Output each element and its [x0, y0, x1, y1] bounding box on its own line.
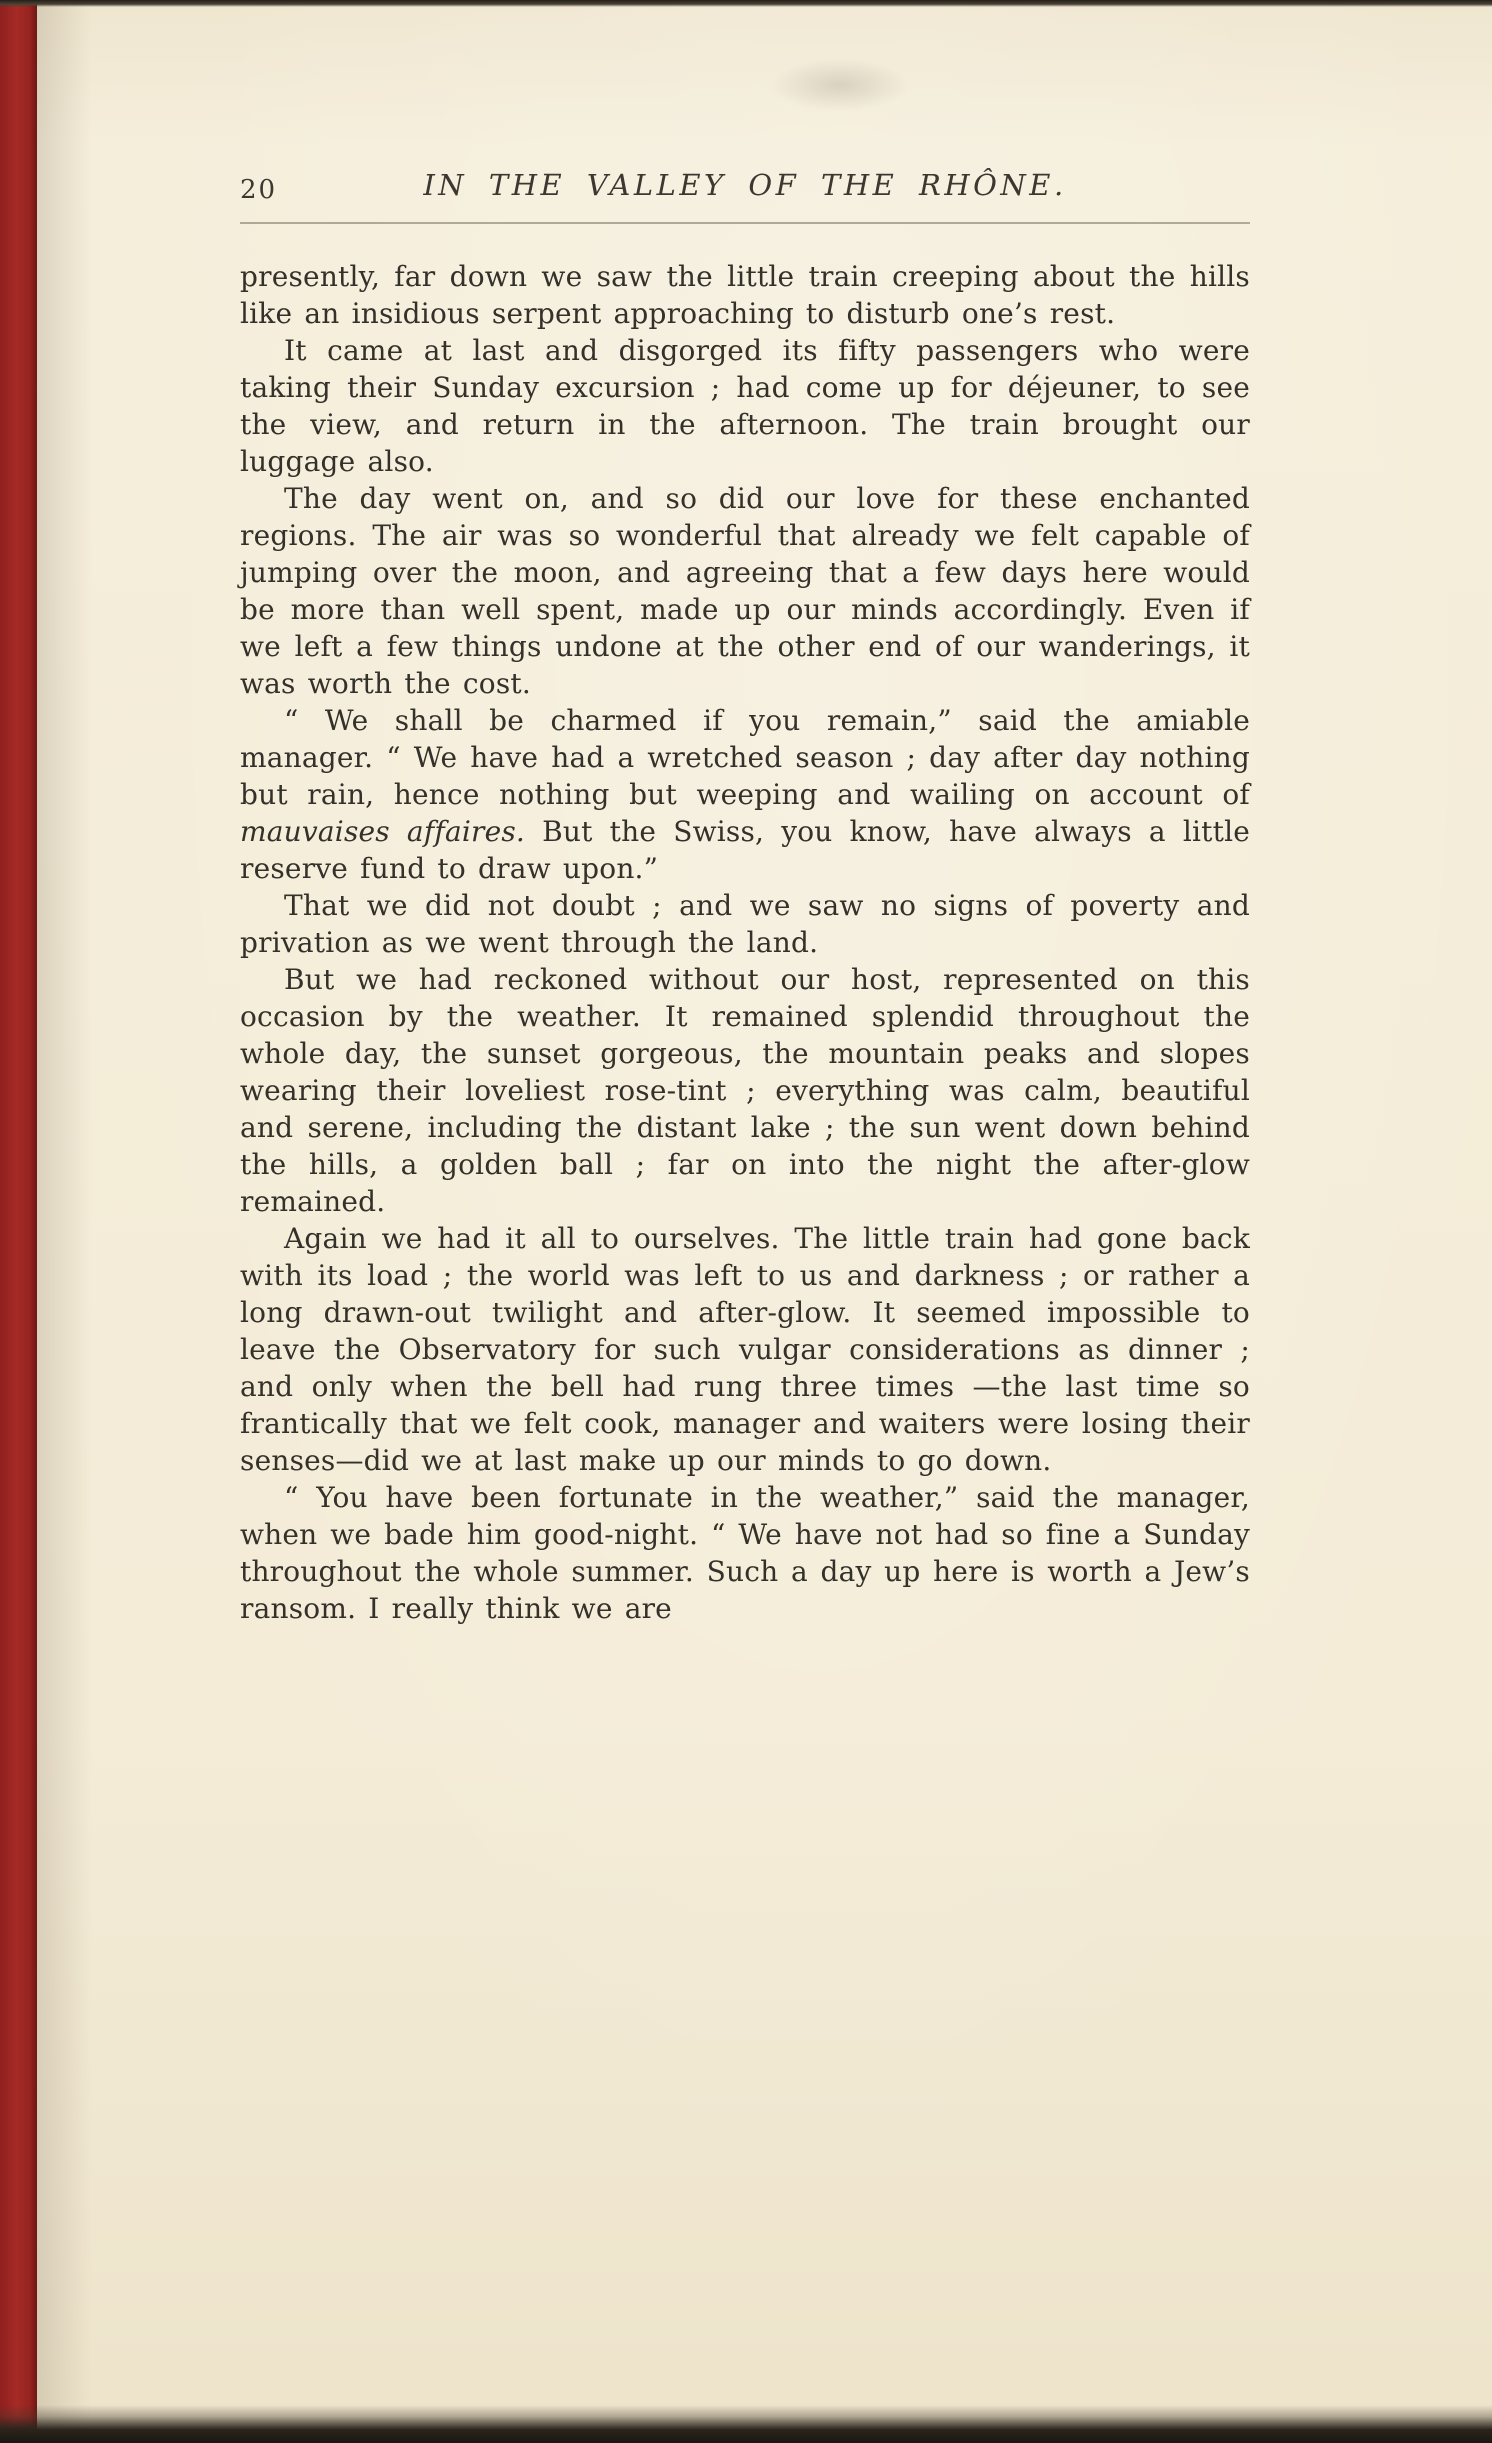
- body-text: [240, 258, 1250, 1627]
- paragraph: “ You have been fortunate in the weather,” said the manager, when we bade him good-night. “ We have not had so fine a Sunday throughout the whole summer. Such a day up here is worth a Jew’s ransom. I really think we are: [240, 1481, 1250, 1625]
- running-header: [240, 168, 1250, 214]
- italic-phrase: mauvaises affaires.: [240, 815, 526, 848]
- paragraph: It came at last and disgorged its fifty passengers who were taking their Sunday excursion ; had come up for déjeuner, to see the view, and return in the afternoon. The train brought our luggage also.: [240, 334, 1250, 478]
- paragraph: But we had reckoned without our host, represented on this occasion by the weather. It remained splendid throughout the whole day, the sunset gorgeous, the mountain peaks and slopes wearing their loveliest rose-tint ; everything was calm, beautiful and serene, including the distant lake ; the sun went down behind the hills, a golden ball ; far on into the night the after-glow remained.: [240, 963, 1250, 1218]
- scan-top-edge: [0, 0, 1492, 7]
- paragraph: presently, far down we saw the little train creeping about the hills like an insidious serpent approaching to disturb one’s rest.: [240, 260, 1250, 330]
- gutter-shadow: [37, 0, 92, 2443]
- page-number: 20: [240, 175, 278, 205]
- scan-bottom-edge: [0, 2405, 1492, 2443]
- header-rule: [240, 222, 1250, 224]
- paragraph: Again we had it all to ourselves. The little train had gone back with its load ; the world was left to us and darkness ; or rather a long drawn-out twilight and after-glow. It seemed impossible to leave the Observatory for such vulgar considerations as dinner ; and only when the bell had rung three times —the last time so frantically that we felt cook, manager and waiters were losing their senses—did we at last make up our minds to go down.: [240, 1222, 1250, 1477]
- paragraph-text: But the Swiss, you know, have always a little reserve fund to draw upon.”: [240, 815, 1250, 885]
- paragraph: That we did not doubt ; and we saw no signs of poverty and privation as we went through the land.: [240, 889, 1250, 959]
- paragraph: [240, 702, 1250, 887]
- paragraph: The day went on, and so did our love for these enchanted regions. The air was so wonderful that already we felt capable of jumping over the moon, and agreeing that a few days here would be more than well spent, made up our minds accordingly. Even if we left a few things undone at the other end of our wanderings, it was worth the cost.: [240, 482, 1250, 700]
- paragraph-text: “ We shall be charmed if you remain,” said the amiable manager. “ We have had a wretched season ; day after day nothing but rain, hence nothing but weeping and wailing on account of: [240, 704, 1250, 811]
- binding-stripe: [0, 0, 37, 2443]
- page-content: [240, 168, 1250, 1627]
- scan-smudge: [770, 58, 910, 112]
- running-head-title: IN THE VALLEY OF THE RHÔNE.: [423, 168, 1067, 202]
